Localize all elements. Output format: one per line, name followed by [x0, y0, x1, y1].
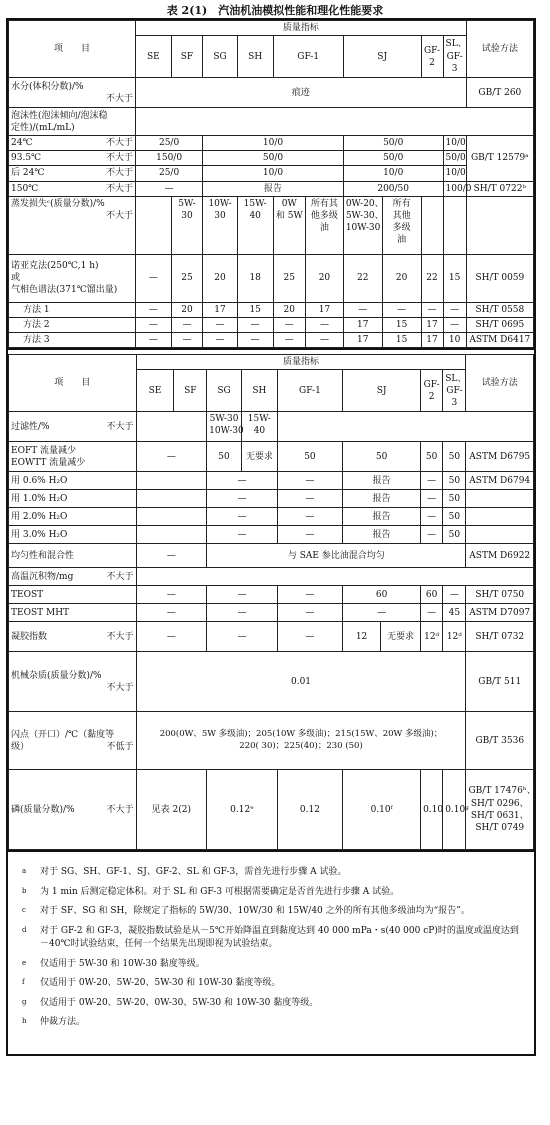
deposit-label: 高温沉积物/mg 不大于	[9, 568, 137, 586]
grade-header: SE	[136, 36, 172, 78]
grade-header: SJ	[343, 370, 421, 412]
water-method: GB/T 260	[466, 78, 533, 108]
grade-header: SL、GF-3	[443, 370, 466, 412]
filter-label: 过滤性/% 不大于	[9, 412, 137, 442]
filter-water-row: 用 3.0% H₂O — — 报告 — 50	[9, 526, 534, 544]
grade-header: GF-1	[273, 36, 343, 78]
foam-label: 泡沫性(泡沫倾向/泡沫稳 定性)/(mL/mL)	[9, 108, 136, 136]
evap-method-row: 方法 3 — — — — — — 17 15 17 10 ASTM D6417	[9, 332, 534, 347]
footnote: b 为 1 min 后测定稳定体积。对于 SL 和 GF-3 可根据需要确定是否首先进行步骤 A 试验。	[22, 886, 400, 897]
foam-row: 24℃ 不大于	[9, 136, 136, 151]
footnote: c 对于 SF、SG 和 SH，除规定了指标的 5W/30、10W/30 和 15W/40 之外的所有其他多级油均为“报告”。	[22, 906, 470, 917]
header-method: 试验方法	[466, 21, 533, 78]
grade-header: GF-1	[277, 370, 342, 412]
phosphorus-row: 磷(质量分数)/% 不大于 见表 2(2) 0.12ᵉ 0.12 0.10ᶠ 0.10 0.10ᵍ GB/T 17476ʰ、 SH/T 0296、 SH/T 0631、 SH/T 0749	[9, 770, 534, 850]
gel-index-row: 凝胶指数 不大于 — — — 12 无要求 12ᵈ 12ᵈ SH/T 0732	[9, 622, 534, 652]
evap-method-row: 方法 1 — 20 17 15 20 17 — — — — SH/T 0558	[9, 302, 534, 317]
spec-table-1: 项 目 质量指标 试验方法 SE SF SG SH GF-1 SJ GF-2 SL、GF-3 水分(体积分数)/% 不大于 痕迹 GB/T 260 泡沫性(泡沫倾向/泡沫稳 定性)/(mL/mL) 24℃ 不大于 25/0 10/0 50/0 10/0 GB/T 12579ᵃ 93.5℃ 不大于 150/0 50/0 50/0 50/0 后 24℃ 不大于 25/0 10/0 10/0 10/0 150℃ 不大于 — 报告 200/50 100/0 SH/T 0722ᵇ 蒸发损失ᶜ(质量分数)/% 不大于 5W-30 10W-30 15W-40 0W 和 5W 所有其 他多级 油 0W-20、 5W-30、 10W-30 所有 其他 多级 油 诺亚克法(250℃,1 h) 或 气相色谱法(371℃馏出量) — 25 20 18 25 20 22 20 22 15 SH/T 0059 方法 1 — 20 17 15 20 17 — — — — SH/T 0558 方法 2 — — — — — — 17 15 17 — SH/T 0695 方法 3 — — — — — — 17 15 17 10 ASTM D6417	[8, 20, 534, 348]
grade-header: GF-2	[421, 36, 443, 78]
footnote: f 仅适用于 0W-20、5W-20、5W-30 和 10W-30 黏度等级。	[22, 978, 281, 989]
filter-water-row: 用 1.0% H₂O — — 报告 — 50	[9, 490, 534, 508]
grade-header: SF	[174, 370, 207, 412]
footnote: h 仲裁方法。	[22, 1017, 86, 1028]
header-item: 项 目	[9, 355, 137, 412]
deposit-row: TEOST MHT — — — — — 45 ASTM D7097	[9, 604, 534, 622]
grade-header: SG	[203, 36, 238, 78]
water-label: 水分(体积分数)/% 不大于	[9, 78, 136, 108]
grade-header: SE	[136, 370, 174, 412]
table-title: 表 2(1) 汽油机油模拟性能和理化性能要求	[166, 4, 384, 17]
footnote: d 对于 GF-2 和 GF-3，凝胶指数试验是从－5℃开始降温直到黏度达到 40 000 mPa・s(40 000 cP)时的温度或温度达到－40℃时试验结束，任何一个结果先出现即视为试验结束。	[22, 925, 519, 950]
homogeneity-row: 均匀性和混合性 — 与 SAE 参比油混合均匀 ASTM D6922	[9, 544, 534, 568]
evap-label: 蒸发损失ᶜ(质量分数)/% 不大于	[9, 196, 136, 254]
eoft-label: EOFT 流量减少 EOWTT 流量减少	[9, 442, 137, 472]
foam-row: 后 24℃ 不大于	[9, 166, 136, 181]
footnotes	[8, 850, 534, 1054]
grade-header: SH	[237, 36, 273, 78]
filter-water-row: 用 0.6% H₂O — — 报告 — 50 ASTM D6794	[9, 472, 534, 490]
footnote: e 仅适用于 5W-30 和 10W-30 黏度等级。	[22, 958, 205, 969]
filter-water-row: 用 2.0% H₂O — — 报告 — 50	[9, 508, 534, 526]
water-value: 痕迹	[136, 78, 467, 108]
header-quality: 质量指标	[136, 355, 466, 370]
foam-row: 93.5℃ 不大于	[9, 151, 136, 166]
spec-sheet	[6, 18, 536, 1056]
grade-header: SF	[171, 36, 202, 78]
foam-method-2: SH/T 0722ᵇ	[466, 181, 533, 196]
evap-method-row: 方法 2 — — — — — — 17 15 17 — SH/T 0695	[9, 317, 534, 332]
header-method: 试验方法	[466, 355, 534, 412]
impurity-row: 机械杂质(质量分数)/% 不大于 0.01 GB/T 511	[9, 652, 534, 712]
footnote: a 对于 SG、SH、GF-1、SJ、GF-2、SL 和 GF-3，需首先进行步骤 A 试验。	[22, 867, 347, 878]
grade-header: SJ	[343, 36, 421, 78]
grade-header: SL、GF-3	[443, 36, 466, 78]
flash-point-row: 闪点（开口）/℃（黏度等 级） 不低于 200(0W、5W 多级油)；205(10W 多级油)；215(15W、20W 多级油)； 220( 30)；225(40)；230 (50) GB/T 3536	[9, 712, 534, 770]
foam-method: GB/T 12579ᵃ	[466, 136, 533, 181]
noack-label: 诺亚克法(250℃,1 h) 或 气相色谱法(371℃馏出量)	[9, 254, 136, 302]
grade-header: GF-2	[421, 370, 443, 412]
deposit-row: TEOST — — — 60 60 — SH/T 0750	[9, 586, 534, 604]
footnote: g 仅适用于 0W-20、5W-20、0W-30、5W-30 和 10W-30 黏度等级。	[22, 997, 319, 1008]
grade-header: SH	[241, 370, 277, 412]
header-item: 项 目	[9, 21, 136, 78]
header-quality: 质量指标	[136, 21, 467, 36]
spec-table-2: 项 目 质量指标 试验方法 SE SF SG SH GF-1 SJ GF-2 SL、GF-3 过滤性/% 不大于 5W-30 10W-30 15W-40 EOFT 流量减少 EOWTT 流量减少 — 50 无要求 50 50 50 50 ASTM D6795 用 0.6% H₂O — — 报告 — 50 ASTM D6794 用 1.0% H₂O — — 报告 — 50 用 2.0% H₂O — — 报告 — 50 用 3.0% H₂O — — 报告 — 50 均匀性和混合性 — 与 SAE 参比油混合均匀 ASTM D6922 高温沉积物/mg 不大于 TEOST — — — 60 60 — SH/T 0750 TEOST MHT — — — — — 45 ASTM D7097 凝胶指数 不大于 — — — 12 无要求 12ᵈ 12ᵈ SH/T 0732 机械杂质(质量分数)/% 不大于 0.01 GB/T 511 闪点（开口）/℃（黏度等 级） 不低于 200(0W、5W 多级油)；205(10W 多级油)；215(15W、20W 多级油)； 220( 30)；225(40)；230 (50) GB/T 3536 磷(质量分数)/% 不大于 见表 2(2) 0.12ᵉ 0.12 0.10ᶠ 0.10 0.10ᵍ GB/T 17476ʰ、 SH/T 0296、 SH/T 0631、 SH/T 0749	[8, 354, 534, 850]
grade-header: SG	[207, 370, 242, 412]
foam-row: 150℃ 不大于	[9, 181, 136, 196]
